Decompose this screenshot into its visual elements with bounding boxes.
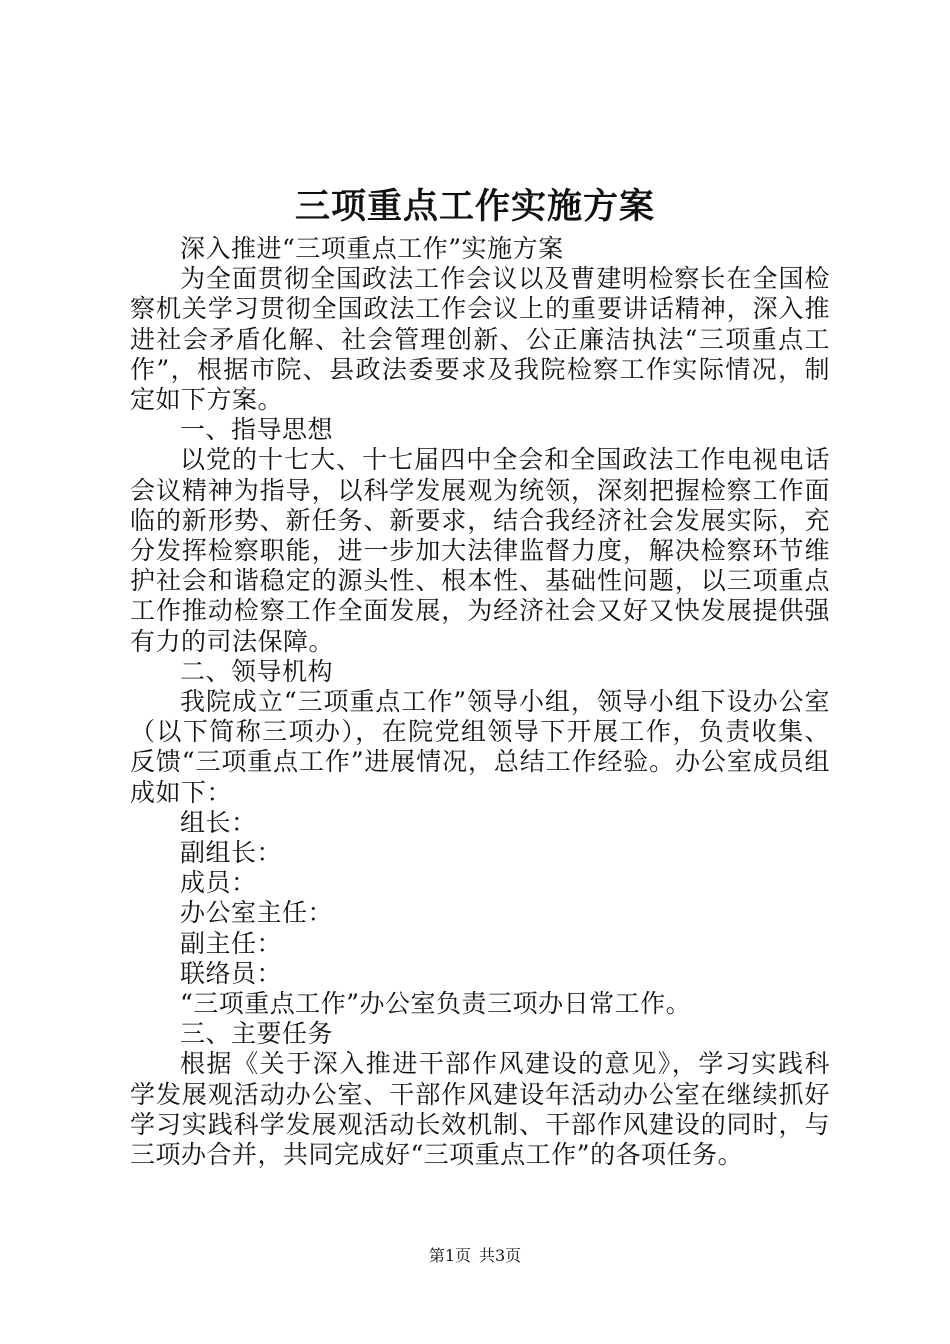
leadership-paragraph: 我院成立“三项重点工作”领导小组，领导小组下设办公室（以下简称三项办），在院党组领导下开展工作，负责收集、反馈“三项重点工作”进展情况，总结工作经验。办公室成员组成如下：	[130, 687, 830, 807]
page-number: 第1页	[428, 1246, 471, 1265]
member-line-members: 成员：	[180, 868, 257, 898]
subtitle-paragraph: 深入推进“三项重点工作”实施方案	[180, 234, 564, 263]
member-line-office-director: 办公室主任：	[180, 898, 334, 928]
member-line-deputy-director: 副主任：	[180, 928, 283, 958]
member-line-deputy-leader: 副组长：	[180, 838, 283, 868]
main-tasks-paragraph: 根据《关于深入推进干部作风建设的意见》，学习实践科学发展观活动办公室、干部作风建设年活动办公室在继续抓好学习实践科学发展观活动长效机制、干部作风建设的同时，与三项办合并，共同完成好“三项重点工作”的各项任务。	[130, 1049, 830, 1170]
section-heading-main-tasks: 三、主要任务	[180, 1019, 334, 1049]
member-line-liaison: 联络员：	[180, 958, 283, 988]
section-heading-leadership: 二、领导机构	[180, 656, 334, 686]
member-line-leader: 组长：	[180, 807, 257, 837]
page-count: 共3页	[479, 1246, 522, 1265]
guiding-ideology-paragraph: 以党的十七大、十七届四中全会和全国政法工作电视电话会议精神为指导，以科学发展观为统领，深刻把握检察工作面临的新形势、新任务、新要求，结合我经济社会发展实际，充分发挥检察职能，进一步加大法律监督力度，解决检察环节维护社会和谐稳定的源头性、根本性、基础性问题，以三项重点工作推动检察工作全面发展，为经济社会又好又快发展提供强有力的司法保障。	[130, 445, 830, 656]
section-heading-guiding-ideology: 一、指导思想	[180, 415, 334, 445]
document-body	[130, 234, 830, 1170]
office-duty-paragraph: “三项重点工作”办公室负责三项办日常工作。	[180, 989, 692, 1019]
intro-paragraph: 为全面贯彻全国政法工作会议以及曹建明检察长在全国检察机关学习贯彻全国政法工作会议上的重要讲话精神，深入推进社会矛盾化解、社会管理创新、公正廉洁执法“三项重点工作”，根据市院、县政法委要求及我院检察工作实际情况，制定如下方案。	[130, 264, 830, 415]
page-footer	[0, 1246, 950, 1266]
document-title: 三项重点工作实施方案	[294, 186, 655, 227]
